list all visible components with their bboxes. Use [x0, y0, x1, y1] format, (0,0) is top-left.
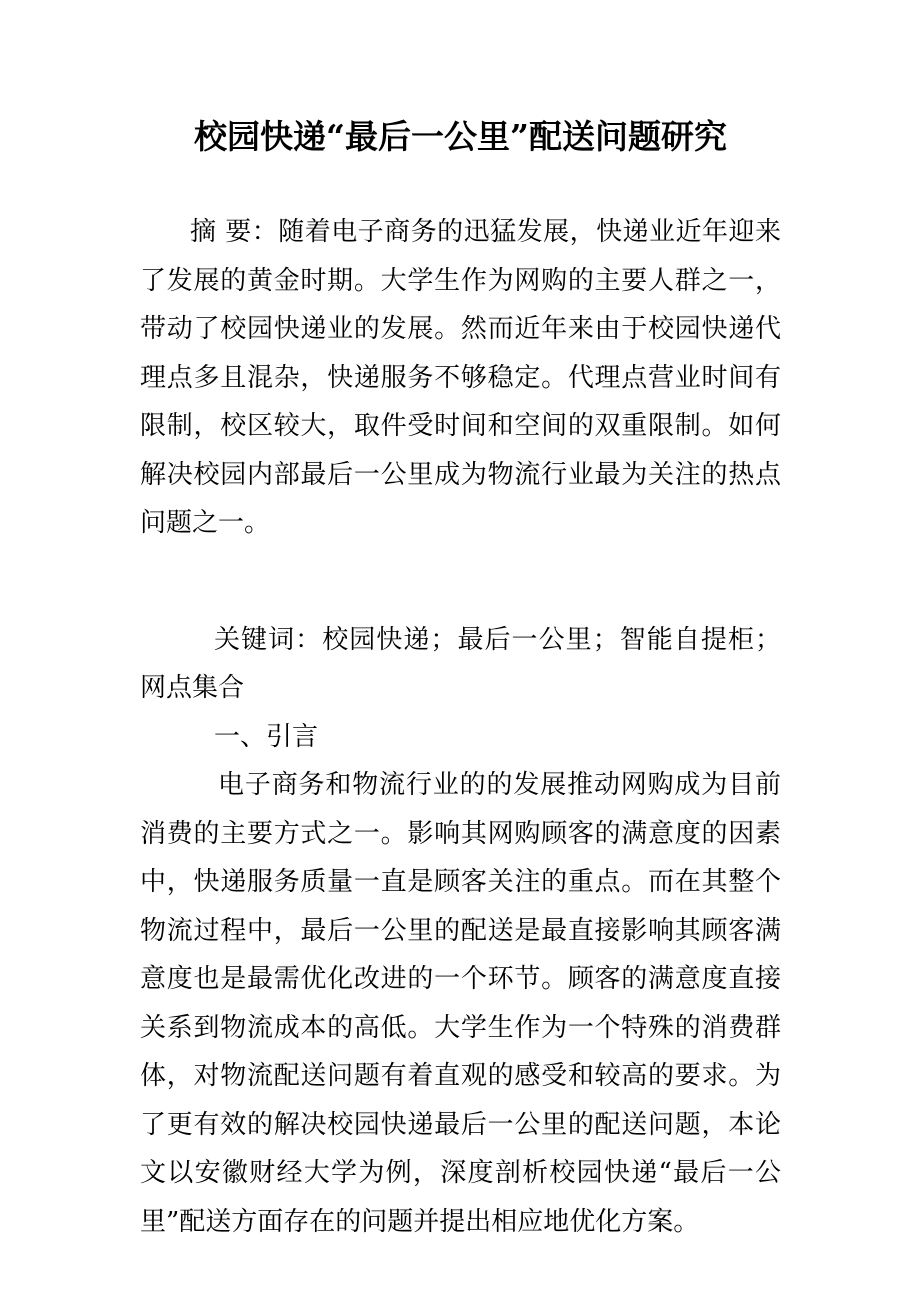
document-title: 校园快递“最后一公里”配送问题研究 [194, 117, 727, 156]
section-heading-introduction: 一、引言 [214, 721, 319, 752]
abstract-text: 随着电子商务的迅猛发展，快递业近年迎来了发展的黄金时期。大学生作为网购的主要人群之一，带动了校园快递业的发展。然而近年来由于校园快递代理点多且混杂，快递服务不够稳定。代理点营业时间有限制，校区较大，取件受时间和空间的双重限制。如何解决校园内部最后一公里成为物流行业最为关注的热点问题之一。 [140, 217, 781, 538]
keywords-paragraph [140, 616, 781, 713]
introduction-paragraph: 电子商务和物流行业的的发展推动网购成为目前消费的主要方式之一。影响其网购顾客的满意度的因素中，快递服务质量一直是顾客关注的重点。而在其整个物流过程中，最后一公里的配送是最直接影响其顾客满意度也是最需优化改进的一个环节。顾客的满意度直接关系到物流成本的高低。大学生作为一个特殊的消费群体，对物流配送问题有着直观的感受和较高的要求。为了更有效的解决校园快递最后一公里的配送问题，本论文以安徽财经大学为例，深度剖析校园快递“最后一公里”配送方面存在的问题并提出相应地优化方案。 [140, 770, 781, 1237]
keywords-label: 关键词： [214, 624, 323, 655]
abstract-paragraph [140, 208, 781, 548]
keywords-text: 校园快递；最后一公里；智能自提柜；网点集合 [140, 624, 781, 703]
abstract-label: 摘 要： [190, 217, 279, 247]
